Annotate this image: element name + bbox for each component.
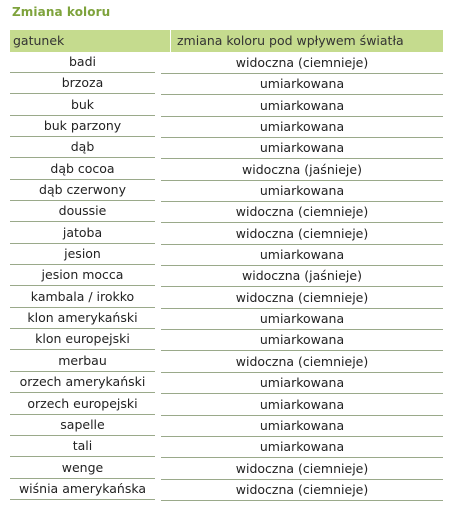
table-row (10, 73, 443, 94)
color-change-cell: widoczna (ciemnieje) (161, 352, 443, 373)
color-change-cell: widoczna (ciemnieje) (161, 202, 443, 223)
color-change-cell: umiarkowana (161, 117, 443, 138)
table-row (10, 244, 443, 265)
species-cell: jesion mocca (10, 265, 155, 286)
species-cell: wiśnia amerykańska (10, 479, 155, 500)
table-row (10, 415, 443, 436)
species-cell: klon amerykański (10, 308, 155, 329)
species-cell: jatoba (10, 223, 155, 244)
species-cell: buk parzony (10, 116, 155, 137)
table-row (10, 372, 443, 393)
table-row (10, 159, 443, 180)
species-cell: dąb cocoa (10, 159, 155, 180)
table-row (10, 201, 443, 222)
color-change-cell: umiarkowana (161, 330, 443, 351)
table-row (10, 458, 443, 479)
table-header (10, 30, 443, 52)
color-change-cell: umiarkowana (161, 437, 443, 458)
species-cell: dąb (10, 137, 155, 158)
table-row (10, 137, 443, 158)
color-change-cell: umiarkowana (161, 245, 443, 266)
table-body (10, 52, 443, 500)
species-cell: klon europejski (10, 329, 155, 350)
species-cell: wenge (10, 458, 155, 479)
color-change-cell: umiarkowana (161, 74, 443, 95)
color-change-cell: widoczna (jaśnieje) (161, 266, 443, 287)
table-row (10, 351, 443, 372)
species-cell: brzoza (10, 73, 155, 94)
table-row (10, 308, 443, 329)
color-change-cell: umiarkowana (161, 181, 443, 202)
species-cell: doussie (10, 201, 155, 222)
species-cell: buk (10, 95, 155, 116)
color-change-cell: umiarkowana (161, 96, 443, 117)
table-row (10, 116, 443, 137)
color-change-cell: widoczna (ciemnieje) (161, 459, 443, 480)
table-row (10, 479, 443, 500)
table-row (10, 180, 443, 201)
color-change-cell: umiarkowana (161, 416, 443, 437)
color-change-cell: widoczna (ciemnieje) (161, 288, 443, 309)
section-title: Zmiana koloru (12, 5, 111, 19)
species-cell: jesion (10, 244, 155, 265)
species-cell: merbau (10, 351, 155, 372)
species-cell: badi (10, 52, 155, 73)
table-row (10, 52, 443, 73)
column-header-species: gatunek (13, 33, 65, 48)
species-cell: orzech amerykański (10, 372, 155, 393)
species-cell: dąb czerwony (10, 180, 155, 201)
color-change-cell: widoczna (jaśnieje) (161, 160, 443, 181)
species-cell: kambala / irokko (10, 287, 155, 308)
color-change-cell: widoczna (ciemnieje) (161, 53, 443, 74)
table-row (10, 436, 443, 457)
species-cell: orzech europejski (10, 394, 155, 415)
species-cell: sapelle (10, 415, 155, 436)
color-change-cell: umiarkowana (161, 309, 443, 330)
color-change-cell: widoczna (ciemnieje) (161, 480, 443, 501)
table-row (10, 95, 443, 116)
species-cell: tali (10, 436, 155, 457)
column-header-color-change: zmiana koloru pod wpływem światła (177, 33, 404, 48)
table-row (10, 287, 443, 308)
color-change-cell: umiarkowana (161, 373, 443, 394)
color-change-cell: umiarkowana (161, 395, 443, 416)
table-row (10, 329, 443, 350)
color-change-cell: umiarkowana (161, 138, 443, 159)
table-row (10, 223, 443, 244)
header-divider (170, 30, 171, 52)
table-row (10, 394, 443, 415)
color-change-cell: widoczna (ciemnieje) (161, 224, 443, 245)
table-row (10, 265, 443, 286)
